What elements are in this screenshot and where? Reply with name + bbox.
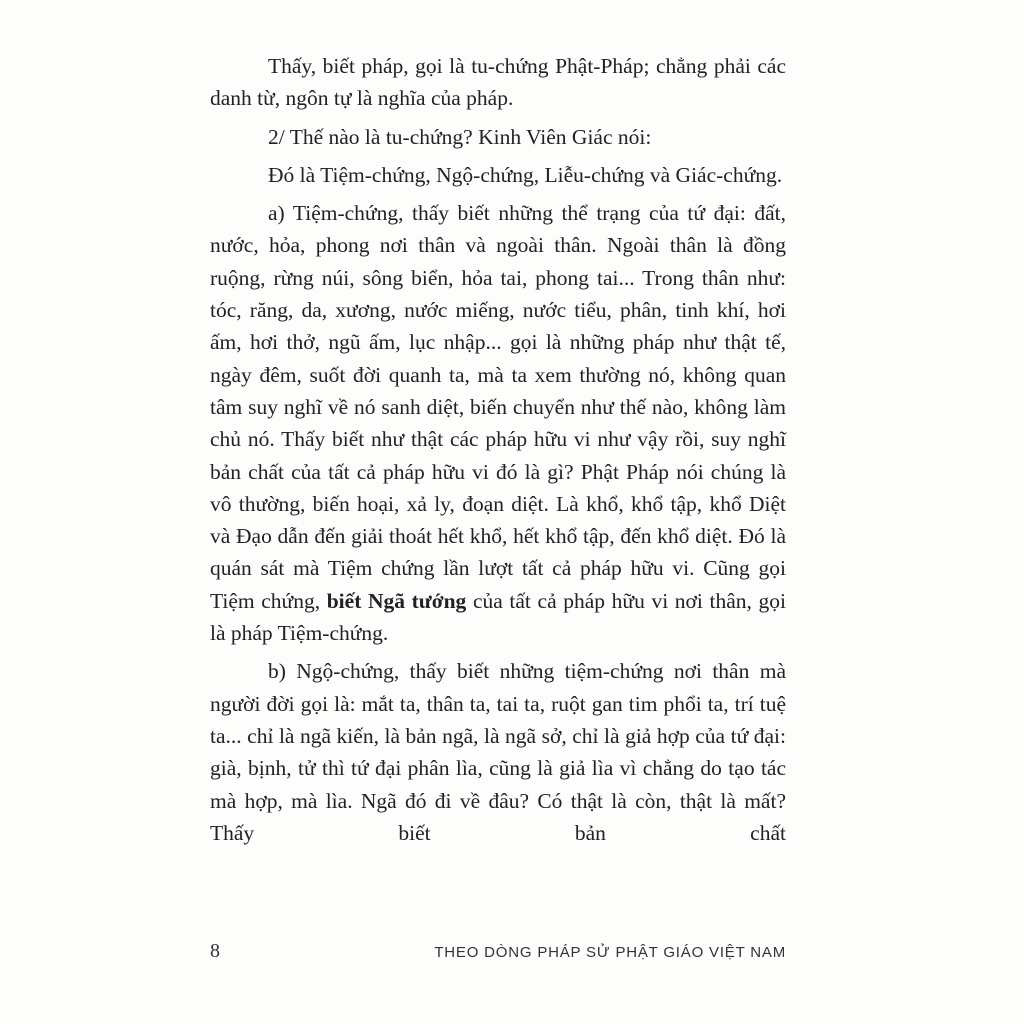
body-text: [210, 50, 786, 855]
bold-phrase: biết Ngã tướng: [326, 588, 467, 613]
page-number: 8: [210, 940, 220, 962]
paragraph-a-tiem-chung: [210, 197, 786, 649]
paragraph-2: 2/ Thế nào là tu-chứng? Kinh Viên Giác nói:: [268, 124, 652, 149]
paragraph-b-ngo-chung: b) Ngộ-chứng, thấy biết những tiệm-chứng nơi thân mà người đời gọi là: mắt ta, thân ta, tai ta, ruột gan tim phổi ta, trí tuệ ta... chỉ là ngã kiến, là bản ngã, là ngã sở, chỉ là giả hợp của tứ đại: già, bịnh, tử thì tứ đại phân lìa, cũng là giả lìa vì chẳng do tạo tác mà hợp, mà lìa. Ngã đó đi về đâu? Có thật là còn, thật là mất? Thấy biết bản chất: [210, 659, 786, 845]
paragraph-1: Thấy, biết pháp, gọi là tu-chứng Phật-Pháp; chẳng phải các danh từ, ngôn tự là nghĩa của pháp.: [210, 54, 786, 111]
page-footer: [210, 940, 786, 968]
paragraph-3: Đó là Tiệm-chứng, Ngộ-chứng, Liễu-chứng và Giác-chứng.: [268, 162, 783, 187]
paragraph-a-text: a) Tiệm-chứng, thấy biết những thể trạng của tứ đại: đất, nước, hỏa, phong nơi thân và ngoài thân. Ngoài thân là đồng ruộng, rừng núi, sông biển, hỏa tai, phong tai... Trong thân như: tóc, răng, da, xương, nước miếng, nước tiểu, phân, tinh khí, hơi ấm, hơi thở, ngũ ấm, lục nhập... gọi là những pháp như thật tế, ngày đêm, suốt đời quanh ta, mà ta xem thường nó, không quan tâm suy nghĩ về nó sanh diệt, biến chuyển như thế nào, không làm chủ nó. Thấy biết như thật các pháp hữu vi như vậy rồi, suy nghĩ bản chất của tất cả pháp hữu vi đó là gì? Phật Pháp nói chúng là vô thường, biến hoại, xả ly, đoạn diệt. Là khổ, khổ tập, khổ Diệt và Đạo dẫn đến giải thoát hết khổ, hết khổ tập, đến khổ diệt. Đó là quán sát mà Tiệm chứng lần lượt tất cả pháp hữu vi. Cũng gọi Tiệm chứng,: [210, 201, 786, 613]
paragraph-a-text-after: của tất cả pháp hữu vi nơi thân, gọi là pháp Tiệm-chứng.: [210, 588, 787, 646]
running-title: THEO DÒNG PHÁP SỬ PHẬT GIÁO VIỆT NAM: [434, 944, 786, 961]
